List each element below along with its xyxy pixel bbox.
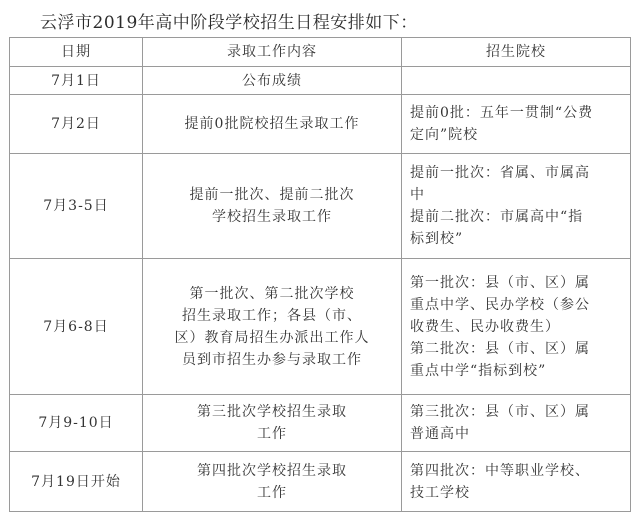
date-cell: 7月9-10日 [10,395,143,452]
header-date: 日期 [10,38,143,67]
schools-line: 提前一批次：省属、市属高 [410,165,590,181]
table-row [10,395,631,452]
date-cell: 7月2日 [10,95,143,154]
schools-cell [402,395,631,452]
work-line: 工作 [257,484,287,501]
schools-line: 第四批次：中等职业学校、 [410,462,590,479]
schools-line: 中 [410,187,425,203]
schools-line: 收费生、民办收费生） [410,318,560,335]
date-cell: 7月6-8日 [10,259,143,395]
table-row [10,259,631,395]
schools-line: 第一批次：县（市、区）属 [410,274,590,291]
work-line: 公布成绩 [242,72,302,89]
schools-line: 普通高中 [410,426,470,442]
work-line: 第一批次、第二批次学校 [189,285,355,302]
admission-schedule-table [9,37,631,512]
schools-cell [402,259,631,395]
work-line: 区）教育局招生办派出工作人 [174,329,370,346]
work-cell [143,154,402,259]
header-work: 录取工作内容 [143,38,402,67]
table-row [10,95,631,154]
schools-line: 定向”院校 [410,127,479,143]
work-line: 提前一批次、提前二批次 [189,187,355,203]
schools-line: 技工学校 [410,484,470,501]
schools-line: 提前0批：五年一贯制“公费 [410,105,594,121]
work-line: 第三批次学校招生录取 [197,404,347,420]
schools-cell [402,67,631,95]
schools-line: 第二批次：县（市、区）属 [410,340,590,357]
page-title: 云浮市2019年高中阶段学校招生日程安排如下： [40,13,418,33]
schools-cell [402,452,631,512]
work-line: 提前0批院校招生录取工作 [184,116,360,132]
date-cell: 7月3-5日 [10,154,143,259]
table-header-row [10,38,631,67]
schools-cell [402,154,631,259]
work-line: 第四批次学校招生录取 [197,462,347,479]
work-cell [143,259,402,395]
work-cell [143,395,402,452]
schools-line: 重点中学“指标到校” [410,362,547,379]
header-schools: 招生院校 [402,38,631,67]
work-line: 工作 [257,426,287,442]
date-cell: 7月19日开始 [10,452,143,512]
work-cell [143,67,402,95]
table-row [10,452,631,512]
date-cell: 7月1日 [10,67,143,95]
schools-cell [402,95,631,154]
schools-line: 重点中学、民办学校（参公 [410,296,590,313]
work-line: 员到市招生办参与录取工作 [182,351,362,368]
schools-line: 标到校” [410,231,464,247]
work-cell [143,452,402,512]
work-cell [143,95,402,154]
work-line: 招生录取工作；各县（市、 [182,307,362,324]
table-row [10,154,631,259]
table-row [10,67,631,95]
work-line: 学校招生录取工作 [212,209,332,225]
schools-line: 第三批次：县（市、区）属 [410,404,590,420]
schools-line: 提前二批次：市属高中“指 [410,209,584,225]
